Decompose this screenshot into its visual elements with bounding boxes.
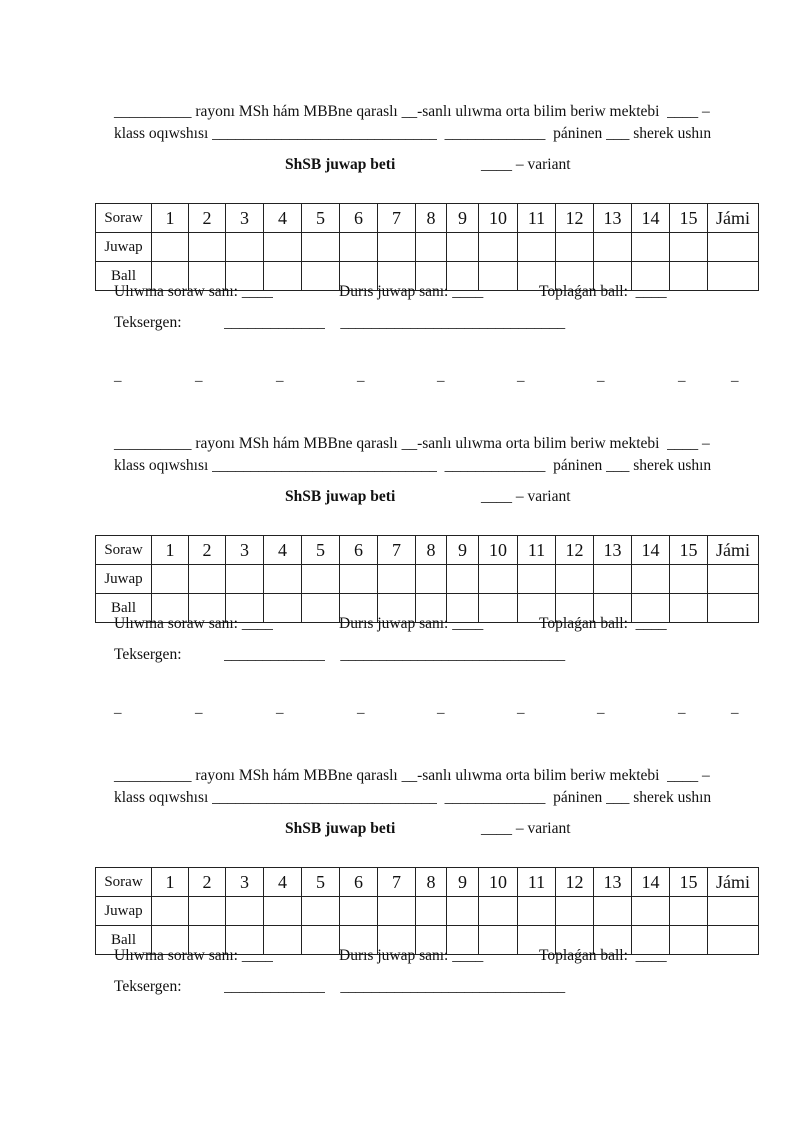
answer-cell-1[interactable] — [152, 565, 189, 594]
summary-points: Toplaǵan ball: ____ — [539, 947, 667, 964]
total-header: Jámi — [708, 204, 759, 233]
answer-cell-6[interactable] — [340, 233, 378, 262]
answer-cell-2[interactable] — [189, 233, 226, 262]
answer-cell-8[interactable] — [416, 565, 447, 594]
header-line-student: klass oqıwshısı _____________________________ _____________ páninen ___ sherek ushın — [114, 457, 712, 474]
variant-field: ____ – variant — [481, 488, 571, 505]
cut-mark: – — [517, 705, 525, 721]
cut-mark: – — [731, 373, 739, 389]
answer-cell-5[interactable] — [302, 897, 340, 926]
ball-total-cell[interactable] — [708, 594, 759, 623]
answer-cell-12[interactable] — [556, 565, 594, 594]
question-number-5: 5 — [302, 868, 340, 897]
question-number-7: 7 — [378, 868, 416, 897]
ball-cell-15[interactable] — [670, 262, 708, 291]
answer-cell-15[interactable] — [670, 897, 708, 926]
table-row-questions — [96, 204, 759, 233]
answer-form — [0, 767, 800, 997]
answer-cell-1[interactable] — [152, 233, 189, 262]
total-header: Jámi — [708, 868, 759, 897]
answer-cell-14[interactable] — [632, 897, 670, 926]
question-number-15: 15 — [670, 868, 708, 897]
question-number-15: 15 — [670, 204, 708, 233]
ball-cell-10[interactable] — [479, 262, 518, 291]
cut-mark: – — [597, 373, 605, 389]
question-number-5: 5 — [302, 536, 340, 565]
cut-mark: – — [731, 705, 739, 721]
summary-points: Toplaǵan ball: ____ — [539, 615, 667, 632]
question-number-6: 6 — [340, 204, 378, 233]
checker-signature-line: Teksergen: _____________ _____________________________ — [114, 314, 566, 331]
answer-cell-3[interactable] — [226, 565, 264, 594]
answer-cell-11[interactable] — [518, 565, 556, 594]
summary-correct-answers: Durıs juwap sanı: ____ — [339, 283, 484, 300]
ball-cell-5[interactable] — [302, 926, 340, 955]
row-label-ball: Ball — [96, 262, 152, 291]
cut-mark: – — [276, 373, 284, 389]
ball-cell-10[interactable] — [479, 926, 518, 955]
table-row-answer — [96, 233, 759, 262]
ball-cell-15[interactable] — [670, 594, 708, 623]
answer-cell-10[interactable] — [479, 897, 518, 926]
row-label-answer: Juwap — [96, 233, 152, 262]
question-number-10: 10 — [479, 536, 518, 565]
answer-cell-11[interactable] — [518, 897, 556, 926]
answer-total-cell[interactable] — [708, 897, 759, 926]
cut-mark: – — [437, 373, 445, 389]
answer-cell-7[interactable] — [378, 897, 416, 926]
question-number-7: 7 — [378, 536, 416, 565]
answer-cell-13[interactable] — [594, 897, 632, 926]
question-number-10: 10 — [479, 868, 518, 897]
question-number-4: 4 — [264, 868, 302, 897]
header-line-student: klass oqıwshısı _____________________________ _____________ páninen ___ sherek ushın — [114, 125, 712, 142]
question-number-13: 13 — [594, 204, 632, 233]
answer-cell-12[interactable] — [556, 233, 594, 262]
question-number-1: 1 — [152, 536, 189, 565]
row-label-question: Soraw — [96, 868, 152, 897]
variant-field: ____ – variant — [481, 820, 571, 837]
cut-mark: – — [517, 373, 525, 389]
answer-cell-15[interactable] — [670, 565, 708, 594]
question-number-6: 6 — [340, 868, 378, 897]
header-line-student: klass oqıwshısı _____________________________ _____________ páninen ___ sherek ushın — [114, 789, 712, 806]
question-number-13: 13 — [594, 536, 632, 565]
question-number-8: 8 — [416, 204, 447, 233]
checker-signature-line: Teksergen: _____________ _____________________________ — [114, 646, 566, 663]
answer-cell-11[interactable] — [518, 233, 556, 262]
question-number-1: 1 — [152, 868, 189, 897]
cut-mark: – — [195, 373, 203, 389]
question-number-15: 15 — [670, 536, 708, 565]
answer-cell-1[interactable] — [152, 897, 189, 926]
answer-table — [95, 535, 759, 623]
answer-cell-2[interactable] — [189, 565, 226, 594]
table-row-questions — [96, 868, 759, 897]
question-number-9: 9 — [447, 536, 479, 565]
ball-cell-5[interactable] — [302, 594, 340, 623]
question-number-6: 6 — [340, 536, 378, 565]
answer-cell-13[interactable] — [594, 565, 632, 594]
question-number-10: 10 — [479, 204, 518, 233]
question-number-4: 4 — [264, 536, 302, 565]
question-number-8: 8 — [416, 536, 447, 565]
row-label-answer: Juwap — [96, 897, 152, 926]
answer-cell-14[interactable] — [632, 565, 670, 594]
question-number-2: 2 — [189, 536, 226, 565]
answer-cell-7[interactable] — [378, 565, 416, 594]
question-number-11: 11 — [518, 536, 556, 565]
answer-cell-4[interactable] — [264, 897, 302, 926]
question-number-2: 2 — [189, 204, 226, 233]
answer-cell-3[interactable] — [226, 233, 264, 262]
question-number-5: 5 — [302, 204, 340, 233]
cut-mark: – — [357, 705, 365, 721]
question-number-12: 12 — [556, 204, 594, 233]
question-number-14: 14 — [632, 536, 670, 565]
header-line-school: __________ rayonı MSh hám MBBne qaraslı __-sanlı ulıwma orta bilim beriw mektebi ____ – — [114, 435, 710, 452]
answer-cell-9[interactable] — [447, 897, 479, 926]
question-number-14: 14 — [632, 204, 670, 233]
checker-signature-line: Teksergen: _____________ _____________________________ — [114, 978, 566, 995]
answer-total-cell[interactable] — [708, 233, 759, 262]
question-number-7: 7 — [378, 204, 416, 233]
ball-total-cell[interactable] — [708, 262, 759, 291]
sheet-title: ShSB juwap beti — [285, 820, 396, 837]
header-line-school: __________ rayonı MSh hám MBBne qaraslı __-sanlı ulıwma orta bilim beriw mektebi ____ – — [114, 767, 710, 784]
cut-mark: – — [114, 373, 122, 389]
answer-cell-5[interactable] — [302, 565, 340, 594]
answer-form — [0, 435, 800, 721]
summary-correct-answers: Durıs juwap sanı: ____ — [339, 947, 484, 964]
sheet-title: ShSB juwap beti — [285, 156, 396, 173]
row-label-answer: Juwap — [96, 565, 152, 594]
answer-cell-9[interactable] — [447, 565, 479, 594]
sheet-title: ShSB juwap beti — [285, 488, 396, 505]
answer-cell-2[interactable] — [189, 897, 226, 926]
summary-total-questions: Ulıwma soraw sanı: ____ — [114, 283, 273, 300]
answer-cell-12[interactable] — [556, 897, 594, 926]
answer-cell-5[interactable] — [302, 233, 340, 262]
answer-cell-10[interactable] — [479, 233, 518, 262]
cut-mark: – — [114, 705, 122, 721]
answer-cell-9[interactable] — [447, 233, 479, 262]
question-number-13: 13 — [594, 868, 632, 897]
cut-mark: – — [597, 705, 605, 721]
question-number-14: 14 — [632, 868, 670, 897]
cut-mark: – — [357, 373, 365, 389]
answer-cell-4[interactable] — [264, 233, 302, 262]
answer-table — [95, 203, 759, 291]
table-row-questions — [96, 536, 759, 565]
answer-cell-7[interactable] — [378, 233, 416, 262]
table-row-answer — [96, 565, 759, 594]
answer-cell-10[interactable] — [479, 565, 518, 594]
answer-table — [95, 867, 759, 955]
table-row-answer — [96, 897, 759, 926]
question-number-8: 8 — [416, 868, 447, 897]
question-number-9: 9 — [447, 204, 479, 233]
question-number-12: 12 — [556, 868, 594, 897]
ball-cell-10[interactable] — [479, 594, 518, 623]
summary-points: Toplaǵan ball: ____ — [539, 283, 667, 300]
ball-total-cell[interactable] — [708, 926, 759, 955]
question-number-3: 3 — [226, 204, 264, 233]
row-label-ball: Ball — [96, 594, 152, 623]
summary-total-questions: Ulıwma soraw sanı: ____ — [114, 947, 273, 964]
question-number-2: 2 — [189, 868, 226, 897]
header-line-school: __________ rayonı MSh hám MBBne qaraslı __-sanlı ulıwma orta bilim beriw mektebi ____ – — [114, 103, 710, 120]
row-label-question: Soraw — [96, 204, 152, 233]
answer-cell-3[interactable] — [226, 897, 264, 926]
ball-cell-5[interactable] — [302, 262, 340, 291]
cut-mark: – — [678, 705, 686, 721]
answer-cell-13[interactable] — [594, 233, 632, 262]
answer-cell-6[interactable] — [340, 565, 378, 594]
question-number-1: 1 — [152, 204, 189, 233]
answer-cell-15[interactable] — [670, 233, 708, 262]
question-number-11: 11 — [518, 204, 556, 233]
answer-cell-8[interactable] — [416, 233, 447, 262]
answer-cell-4[interactable] — [264, 565, 302, 594]
cut-mark: – — [195, 705, 203, 721]
row-label-question: Soraw — [96, 536, 152, 565]
question-number-3: 3 — [226, 868, 264, 897]
variant-field: ____ – variant — [481, 156, 571, 173]
total-header: Jámi — [708, 536, 759, 565]
summary-total-questions: Ulıwma soraw sanı: ____ — [114, 615, 273, 632]
answer-cell-6[interactable] — [340, 897, 378, 926]
summary-correct-answers: Durıs juwap sanı: ____ — [339, 615, 484, 632]
question-number-12: 12 — [556, 536, 594, 565]
cut-mark: – — [437, 705, 445, 721]
answer-cell-14[interactable] — [632, 233, 670, 262]
answer-form — [0, 103, 800, 389]
row-label-ball: Ball — [96, 926, 152, 955]
cut-mark: – — [678, 373, 686, 389]
question-number-9: 9 — [447, 868, 479, 897]
question-number-11: 11 — [518, 868, 556, 897]
cut-mark: – — [276, 705, 284, 721]
question-number-4: 4 — [264, 204, 302, 233]
ball-cell-15[interactable] — [670, 926, 708, 955]
question-number-3: 3 — [226, 536, 264, 565]
answer-cell-8[interactable] — [416, 897, 447, 926]
answer-total-cell[interactable] — [708, 565, 759, 594]
